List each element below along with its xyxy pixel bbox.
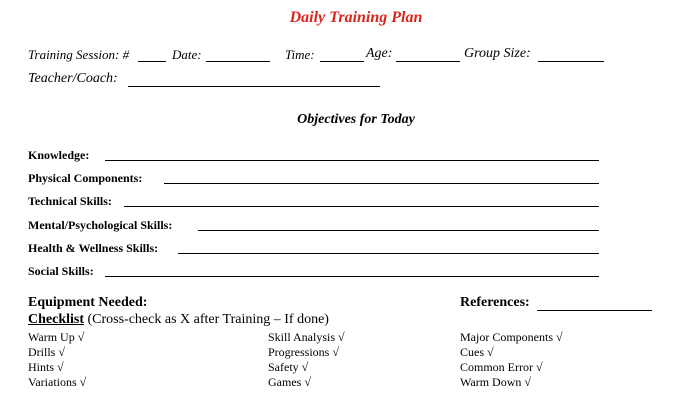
objective-field-health[interactable] (178, 253, 599, 254)
teacher-label: Teacher/Coach: (28, 71, 118, 86)
objective-label-health: Health & Wellness Skills: (28, 241, 159, 255)
session-label: Training Session: # (28, 47, 130, 62)
time-field[interactable] (320, 61, 364, 62)
checklist-item-games[interactable]: Games √ (268, 375, 311, 389)
references-field[interactable] (537, 310, 652, 311)
objective-label-social: Social Skills: (28, 264, 94, 278)
objective-field-technical[interactable] (124, 206, 599, 207)
checklist-item-warm-down[interactable]: Warm Down √ (460, 375, 531, 389)
checklist-item-hints[interactable]: Hints √ (28, 360, 64, 374)
checklist-heading-row (28, 312, 329, 328)
objectives-heading: Objectives for Today (297, 112, 415, 127)
age-field[interactable] (396, 61, 460, 62)
checklist-item-warm-up[interactable]: Warm Up √ (28, 330, 85, 344)
objective-field-knowledge[interactable] (105, 160, 599, 161)
checklist-item-drills[interactable]: Drills √ (28, 345, 65, 359)
objective-label-mental: Mental/Psychological Skills: (28, 218, 173, 232)
checklist-item-common-error[interactable]: Common Error √ (460, 360, 543, 374)
checklist-item-skill-analysis[interactable]: Skill Analysis √ (268, 330, 345, 344)
group-size-label: Group Size: (464, 46, 531, 61)
references-label: References: (460, 295, 530, 310)
checklist-note: (Cross-check as X after Training – If done) (87, 312, 329, 327)
objective-field-physical[interactable] (164, 183, 599, 184)
time-label: Time: (285, 47, 315, 62)
checklist-item-cues[interactable]: Cues √ (460, 345, 494, 359)
checklist-item-progressions[interactable]: Progressions √ (268, 345, 339, 359)
checklist-item-variations[interactable]: Variations √ (28, 375, 87, 389)
date-label: Date: (172, 47, 202, 62)
equipment-label: Equipment Needed: (28, 295, 148, 310)
checklist-item-major-components[interactable]: Major Components √ (460, 330, 563, 344)
checklist-item-safety[interactable]: Safety √ (268, 360, 309, 374)
teacher-field[interactable] (128, 86, 380, 87)
objective-field-mental[interactable] (198, 230, 599, 231)
checklist-heading: Checklist (28, 312, 84, 327)
objective-label-technical: Technical Skills: (28, 194, 112, 208)
group-size-field[interactable] (538, 61, 604, 62)
date-field[interactable] (206, 61, 270, 62)
objective-label-physical: Physical Components: (28, 171, 143, 185)
session-field[interactable] (138, 61, 166, 62)
age-label: Age: (366, 46, 393, 61)
objective-field-social[interactable] (105, 276, 599, 277)
objective-label-knowledge: Knowledge: (28, 148, 90, 162)
page-title: Daily Training Plan (289, 9, 423, 26)
